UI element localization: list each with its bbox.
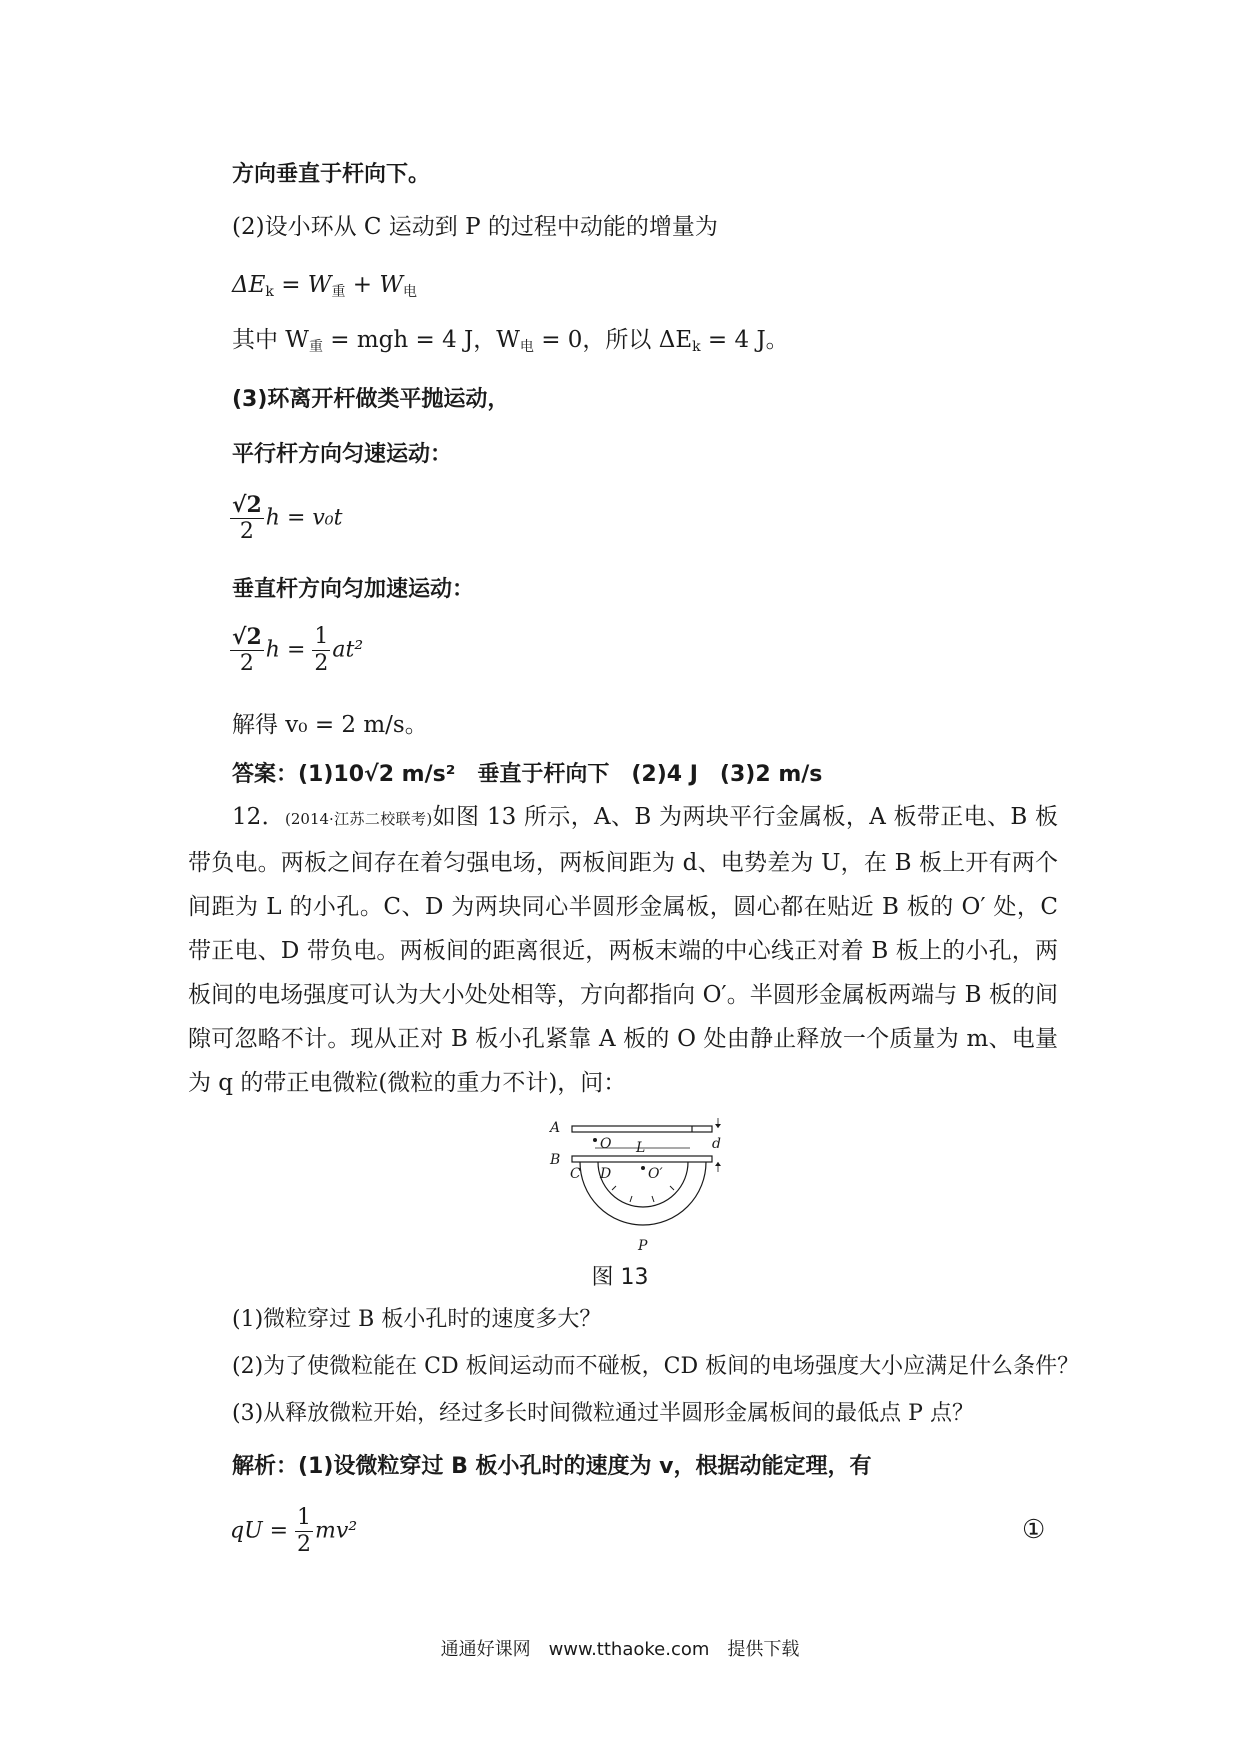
label-c: C — [570, 1166, 581, 1182]
analysis-line: 解析：(1)设微粒穿过 B 板小孔时的速度为 v，根据动能定理，有 — [232, 1454, 872, 1479]
text-line-2: (2)设小环从 C 运动到 P 的过程中动能的增量为 — [232, 214, 718, 240]
formula-perpendicular: $\frac{√2}{2}$ h = $\frac{1}{2}$ at² — [232, 624, 364, 676]
footer-text: 通通好课网 www.tthaoke.com 提供下载 — [440, 1639, 800, 1660]
text-line-5: (3)环离开杆做类平抛运动， — [232, 387, 510, 412]
text-line-3: $\Delta E_k = W_重 + W_电$ — [232, 272, 417, 300]
label-o: O — [600, 1136, 612, 1152]
point-o — [593, 1138, 597, 1142]
label-a: A — [550, 1120, 561, 1136]
text-line-4: 其中 $W_重$ = mgh = 4 J，$W_电 = 0$，所以 $\Delta E_k = 4$ J。 — [232, 327, 789, 355]
plate-a — [572, 1126, 712, 1132]
question-1: (1)微粒穿过 B 板小孔时的速度多大？ — [232, 1307, 602, 1332]
problem-12-text: 12．(2014·江苏二校联考)如图 13 所示，A、B 为两块平行金属板，A 板带正电、B 板带负电。两板之间存在着匀强电场，两板间距为 d、电势差为 U，在 B 板上开有两个间距为 L 的小孔。C、D 为两块同心半圆形金属板，圆心都在贴近 B 板的 O′ 处，C 带正电、D 带负电。两板间的距离很近，两板末端的中心线正对着 B 板上的小孔，两板间的电场强度可认为大小处处相等，方向都指向 O′。半圆形金属板两端与 B 板的间隙可忽略不计。现从正对 B 板小孔紧靠 A 板的 O 处由静止释放一个质量为 m、电量为 q 的带正电微粒(微粒的重力不计)，问： — [188, 804, 1058, 1096]
point-o-prime — [641, 1166, 645, 1170]
text-line-6: 平行杆方向匀速运动： — [232, 442, 453, 467]
answer-line: 答案：(1)10√2 m/s² 垂直于杆向下 (2)4 J (3)2 m/s — [232, 762, 823, 787]
text-line-7: 垂直杆方向匀加速运动： — [232, 577, 475, 602]
plate-b — [572, 1156, 712, 1162]
question-2: (2)为了使微粒能在 CD 板间运动而不碰板，CD 板间的电场强度大小应满足什么条件？ — [232, 1354, 1080, 1379]
text-line-8: 解得 v₀ = 2 m/s。 — [232, 712, 428, 738]
figure-13-diagram — [540, 1090, 740, 1260]
label-p: P — [638, 1238, 648, 1254]
formula-parallel: $\frac{√2}{2}$ h = v₀t — [232, 492, 343, 544]
equation-marker: ① — [1022, 1515, 1046, 1545]
text-line-1: 方向垂直于杆向下。 — [232, 162, 431, 187]
label-l: L — [636, 1140, 646, 1156]
formula-energy: qU = $\frac{1}{2}$ mv² — [230, 1505, 358, 1557]
label-d: d — [712, 1136, 721, 1152]
figure-caption: 图 13 — [591, 1265, 649, 1290]
label-o-prime: O′ — [648, 1166, 663, 1182]
question-3: (3)从释放微粒开始，经过多长时间微粒通过半圆形金属板间的最低点 P 点？ — [232, 1401, 974, 1426]
label-b: B — [550, 1152, 561, 1168]
label-d-plate: D — [600, 1166, 612, 1182]
